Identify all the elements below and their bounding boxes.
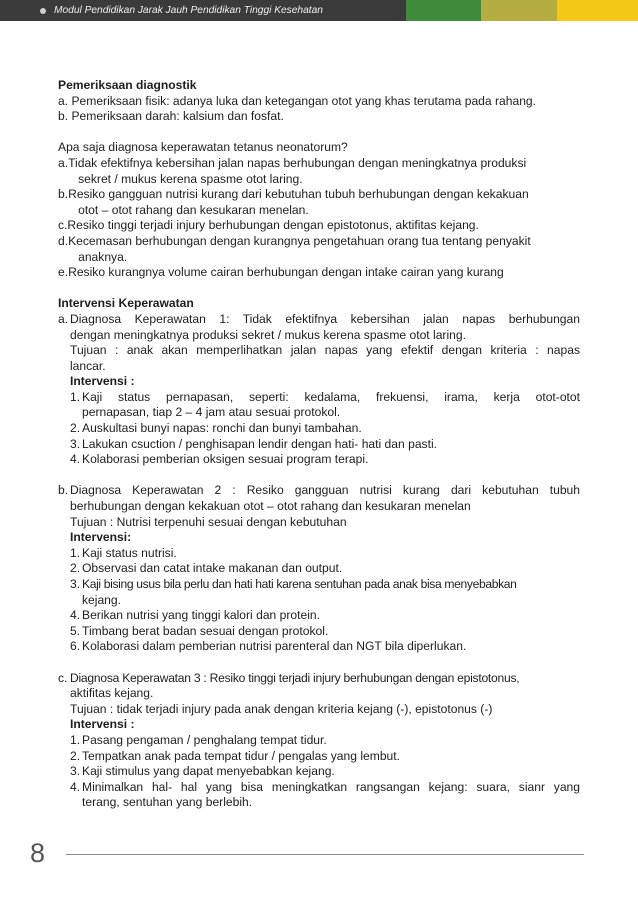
list-marker: e. — [58, 265, 69, 280]
list-marker: c. — [58, 670, 68, 685]
list-item: 4. Minimalkan hal- hal yang bisa meningkatkan rangsangan kejang: suara, sianr yang terang, sentuhan yang berlebih. — [70, 779, 580, 810]
diagnosis-block-2: b. Diagnosa Keperawatan 2 : Resiko gangguan nutrisi kurang dari kebutuhan tubuh berhubungan dengan kekakuan otot – otot rahang dan kesukaran menelan Tujuan : Nutrisi terpenuhi sesuai dengan kebutuhan Intervensi: 1. Kaji status nutrisi. 2. Observasi dan catat intake makanan dan output. 3. Kaji bising usus bila perlu dan hati hati karena sentuhan pada anak bisa menyebabkan kejang. 4. Berikan nutrisi yang tinggi kalori dan protein. 5. Timbang berat badan sesuai dengan protokol. 6. Kolaborasi dalam pemberian nutrisi parenteral dan NGT bila diperlukan. — [58, 483, 580, 654]
section-heading-intervensi: Intervensi Keperawatan — [58, 296, 194, 311]
list-item: 4. Berikan nutrisi yang tinggi kalori dan protein. — [70, 608, 320, 623]
header-bar — [0, 0, 638, 21]
list-item: a. Tidak efektifnya kebersihan jalan napas berhubungan dengan meningkatnya produksi sekret / mukus kerena spasme otot laring. — [58, 155, 527, 186]
list-item: 4. Kolaborasi pemberian oksigen sesuai program terapi. — [70, 452, 369, 467]
list-item: 3. Kaji bising usus bila perlu dan hati hati karena sentuhan pada anak bisa menyebabkan kejang. — [70, 577, 517, 607]
list-item: 2. Tempatkan anak pada tempat tidur / pengalas yang lembut. — [70, 748, 400, 763]
list-marker: a. — [58, 155, 69, 170]
list-item: b. Pemeriksaan darah: kalsium dan fosfat. — [58, 109, 284, 124]
diagnosis-block-1: a. Diagnosa Keperawatan 1: Tidak efektifnya kebersihan jalan napas berhubungan dengan meningkatnya produksi sekret / mukus kerena spasme otot laring. Tujuan : anak akan memperlihatkan jalan napas yang efektif dengan kriteria : napas lancar. Intervensi : 1. Kaji status pernapasan, seperti: kedalama, frekuensi, irama, kerja otot-otot pernapasan, tiap 2 – 4 jam atau sesuai protokol. 2. Auskultasi bunyi napas: ronchi dan bunyi tambahan. 3. Lakukan csuction / penghisapan lendir dengan hati- hati dan pasti. 4. Kolaborasi pemberian oksigen sesuai program terapi. — [58, 311, 580, 467]
header-title-block — [0, 0, 406, 21]
list-item: 1. Pasang pengaman / penghalang tempat tidur. — [70, 732, 327, 747]
header-title: Modul Pendidikan Jarak Jauh Pendidikan Tinggi Kesehatan — [54, 5, 323, 16]
list-item: 1. Kaji status nutrisi. — [70, 545, 177, 560]
list-marker: a. — [58, 311, 69, 326]
bullet-icon — [40, 8, 46, 14]
section-heading-diagnostik: Pemeriksaan diagnostik — [58, 78, 197, 92]
footer-divider — [66, 854, 584, 855]
list-marker: d. — [58, 233, 69, 248]
diagnosis-block-3: c. Diagnosa Keperawatan 3 : Resiko tinggi terjadi injury berhubungan dengan epistotonus, aktifitas kejang. Tujuan : tidak terjadi injury pada anak dengan kriteria kejang (-), epistotonus (-) Intervensi : 1. Pasang pengaman / penghalang tempat tidur. 2. Tempatkan anak pada tempat tidur / pengalas yang lembut. 3. Kaji stimulus yang dapat menyebabkan kejang. 4. Minimalkan hal- hal yang bisa meningkatkan rangsangan kejang: suara, sianr yang terang, sentuhan yang berlebih. — [58, 670, 580, 810]
header-green-block — [406, 0, 481, 21]
list-item: 5. Timbang berat badan sesuai dengan protokol. — [70, 623, 329, 638]
list-item: a. Pemeriksaan fisik: adanya luka dan ketegangan otot yang khas terutama pada rahang. — [58, 93, 537, 108]
list-item: 6. Kolaborasi dalam pemberian nutrisi parenteral dan NGT bila diperlukan. — [70, 639, 467, 654]
list-item: d. Kecemasan berhubungan dengan kurangnya pengetahuan orang tua tentang penyakit anaknya. — [58, 233, 531, 264]
list-item: e. Resiko kurangnya volume cairan berhubungan dengan intake cairan yang kurang — [58, 265, 504, 280]
list-item: c. Resiko tinggi terjadi injury berhubungan dengan epistotonus, aktifitas kejang. — [58, 218, 479, 233]
list-marker: c. — [58, 218, 68, 233]
subheading: Intervensi : — [70, 374, 135, 389]
list-item: 3. Lakukan csuction / penghisapan lendir dengan hati- hati dan pasti. — [70, 436, 437, 451]
header-olive-block — [481, 0, 557, 21]
header-yellow-block — [557, 0, 638, 21]
subheading: Intervensi : — [70, 717, 135, 732]
question-heading: Apa saja diagnosa keperawatan tetanus neonatorum? — [58, 140, 348, 155]
list-item: 2. Observasi dan catat intake makanan dan output. — [70, 561, 343, 576]
list-item: 3. Kaji stimulus yang dapat menyebabkan kejang. — [70, 764, 335, 779]
subheading: Intervensi: — [70, 530, 132, 545]
list-item: 2. Auskultasi bunyi napas: ronchi dan bunyi tambahan. — [70, 421, 362, 436]
page-content — [58, 78, 580, 811]
list-marker: b. — [58, 483, 69, 498]
list-marker: b. — [58, 187, 69, 202]
list-item: b. Resiko gangguan nutrisi kurang dari kebutuhan tubuh berhubungan dengan kekakuan otot – otot rahang dan kesukaran menelan. — [58, 187, 529, 217]
page-number: 8 — [30, 838, 46, 868]
list-item: 1. Kaji status pernapasan, seperti: kedalama, frekuensi, irama, kerja otot-otot pernapasan, tiap 2 – 4 jam atau sesuai protokol. — [70, 389, 580, 420]
